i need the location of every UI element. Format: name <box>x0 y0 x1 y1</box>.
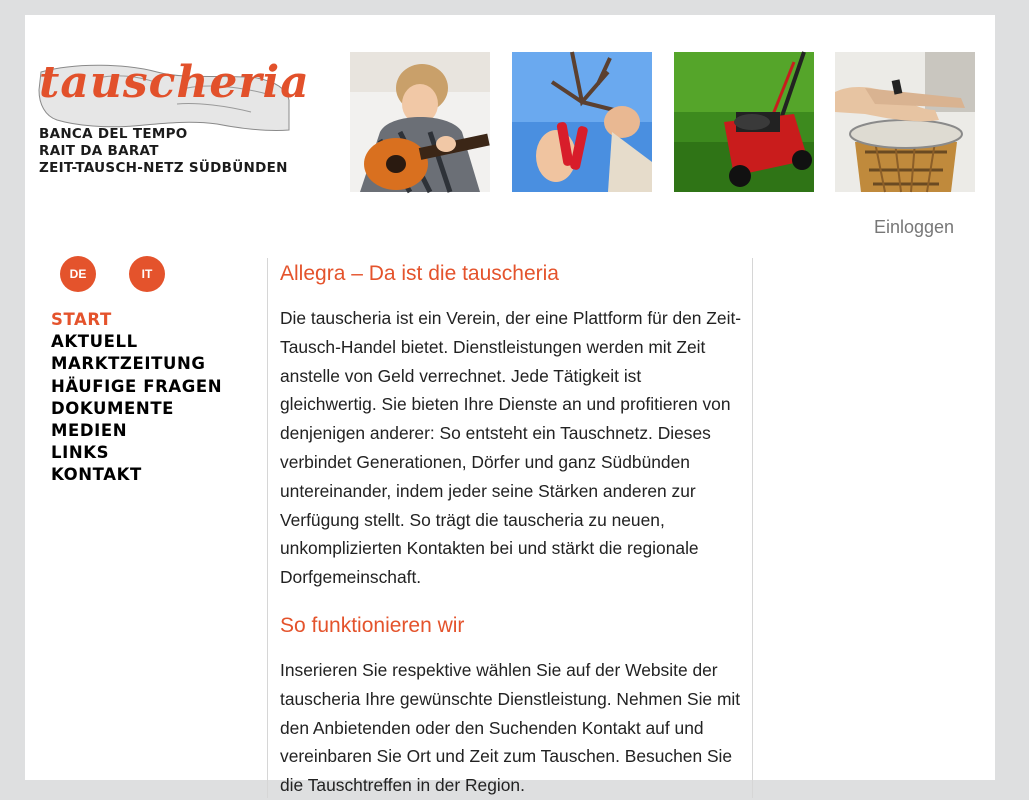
nav-item-haeufige-fragen[interactable]: HÄUFIGE FRAGEN <box>51 376 223 396</box>
lang-de-button[interactable]: DE <box>60 256 96 292</box>
heading-how-it-works: So funktionieren wir <box>280 613 465 637</box>
heading-welcome: Allegra – Da ist die tauscheria <box>280 262 559 285</box>
logo-line-1: BANCA DEL TEMPO <box>39 126 188 142</box>
lawnmower-photo <box>674 52 814 192</box>
nav-item-start[interactable]: START <box>51 310 112 329</box>
nav-item-marktzeitung[interactable]: MARKTZEITUNG <box>51 354 206 374</box>
logo-wordmark: tauscheria <box>39 57 310 108</box>
main-nav <box>51 309 222 487</box>
nav-item-dokumente[interactable]: DOKUMENTE <box>51 398 175 418</box>
pruning-photo <box>512 52 652 192</box>
logo-line-2: RAIT DA BARAT <box>39 143 159 159</box>
drum-photo <box>835 52 975 192</box>
nav-item-kontakt[interactable]: KONTAKT <box>51 465 142 485</box>
lang-it-button[interactable]: IT <box>129 256 165 292</box>
site-logo[interactable] <box>37 57 310 180</box>
nav-item-medien[interactable]: MEDIEN <box>51 421 128 441</box>
paragraph-intro: Die tauscheria ist ein Verein, der eine Plattform für den Zeit-Tausch-Handel bietet. Dienstleistungen werden mit Zeit anstelle von Geld verrechnet. Jede Tätigkeit ist gleichwertig. Sie bieten Ihre Dienste an und profitieren von denjenigen anderer: So entsteht ein Tauschnetz. Dieses verbindet Generationen, Dörfer und ganz Südbünden untereinander, indem jeder seine Stärken anderen zur Verfügung stellt. So trägt die tauscheria zu neuen, unkomplizierten Kontakten bei und stärkt die regionale Dorfgemeinschaft. <box>280 308 742 588</box>
page-container <box>25 15 995 796</box>
paragraph-how-it-works: Inserieren Sie respektive wählen Sie auf der Website der tauscheria Ihre gewünschte Dienstleistung. Nehmen Sie mit den Anbietenden oder den Suchenden Kontakt auf und vereinbaren Sie Ort und Zeit zum Tauschen. Besuchen Sie die Tauschtreffen in der Region. <box>280 659 741 796</box>
logo-line-3: ZEIT-TAUSCH-NETZ SÜDBÜNDEN <box>39 160 288 176</box>
nav-item-aktuell[interactable]: AKTUELL <box>51 332 138 352</box>
logo-tagline <box>39 126 288 177</box>
nav-item-links[interactable]: LINKS <box>51 443 110 463</box>
login-link[interactable]: Einloggen <box>874 217 955 237</box>
guitar-photo <box>350 52 490 192</box>
main-content <box>267 258 753 798</box>
